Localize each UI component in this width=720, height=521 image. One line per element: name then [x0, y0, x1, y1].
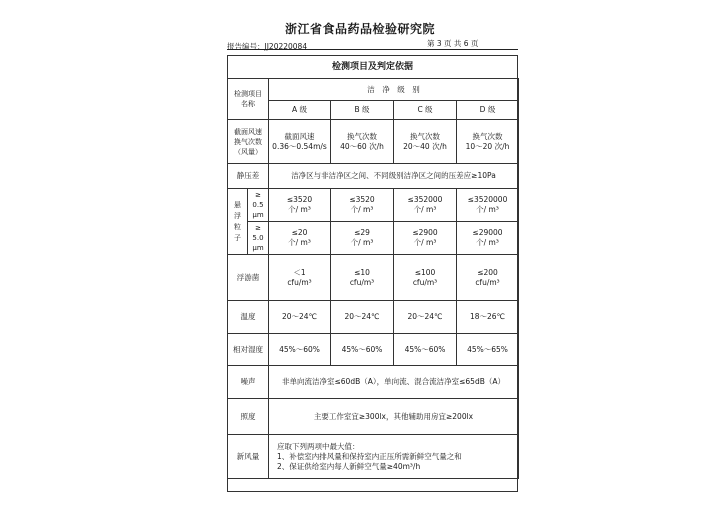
- level-c-header: C 级: [394, 101, 457, 120]
- illumination-label: 照度: [228, 399, 269, 435]
- row-noise: [228, 366, 519, 399]
- level-b-header: B 级: [331, 101, 394, 120]
- level-a-header: A 级: [269, 101, 331, 120]
- particles-05-c: ≤352000 个/ m³: [394, 189, 457, 222]
- particles-group-label: [228, 189, 248, 255]
- row-humidity: [228, 334, 519, 366]
- particles-size-05: ≥ 0.5 μm: [248, 189, 269, 222]
- humidity-label: 相对湿度: [228, 334, 269, 366]
- criteria-table: [227, 78, 519, 479]
- airflow-a: 截面风速 0.36～0.54m/s: [269, 120, 331, 164]
- temperature-c: 20～24℃: [394, 301, 457, 334]
- row-fresh-air: [228, 435, 519, 479]
- airflow-b: 换气次数 40～60 次/h: [331, 120, 394, 164]
- particles-50-c: ≤2900 个/ m³: [394, 222, 457, 255]
- report-number: 报告编号：JJ20220084: [227, 42, 308, 51]
- bacteria-label: 浮游菌: [228, 255, 269, 301]
- particles-size-50: ≥ 5.0 μm: [248, 222, 269, 255]
- humidity-a: 45%～60%: [269, 334, 331, 366]
- particles-05-d: ≤3520000 个/ m³: [457, 189, 519, 222]
- fresh-air-line-1: 1、补偿室内排风量和保持室内正压所需新鲜空气量之和: [277, 451, 462, 461]
- row-illumination: [228, 399, 519, 435]
- bacteria-a: ＜1 cfu/m³: [269, 255, 331, 301]
- noise-label: 噪声: [228, 366, 269, 399]
- particles-50-d: ≤29000 个/ m³: [457, 222, 519, 255]
- particles-05-a: ≤3520 个/ m³: [269, 189, 331, 222]
- bacteria-c: ≤100 cfu/m³: [394, 255, 457, 301]
- row-pressure: [228, 164, 519, 189]
- fresh-air-label: 新风量: [228, 435, 269, 479]
- particles-05-b: ≤3520 个/ m³: [331, 189, 394, 222]
- humidity-b: 45%～60%: [331, 334, 394, 366]
- illumination-value: 主要工作室宜≥300lx，其他辅助用房宜≥200lx: [269, 399, 519, 435]
- temperature-label: 温度: [228, 301, 269, 334]
- level-d-header: D 级: [457, 101, 519, 120]
- pressure-label: 静压差: [228, 164, 269, 189]
- clean-level-header: 洁 净 级 别: [269, 79, 519, 101]
- temperature-a: 20～24℃: [269, 301, 331, 334]
- header-row-clean-level: [228, 79, 519, 101]
- bacteria-b: ≤10 cfu/m³: [331, 255, 394, 301]
- row-airflow: [228, 120, 519, 164]
- page-number: 第 3 页 共 6 页: [427, 39, 479, 48]
- pressure-value: 洁净区与非洁净区之间、不同级别洁净区之间的压差应≥10Pa: [269, 164, 519, 189]
- airflow-d: 换气次数 10～20 次/h: [457, 120, 519, 164]
- temperature-d: 18～26℃: [457, 301, 519, 334]
- airflow-c: 换气次数 20～40 次/h: [394, 120, 457, 164]
- humidity-c: 45%～60%: [394, 334, 457, 366]
- row-particles-50: [228, 222, 519, 255]
- header-row-levels: [228, 101, 519, 120]
- particles-group-text: 悬浮粒子: [234, 200, 241, 242]
- col-header-item-text: 检测项目 名称: [234, 90, 262, 108]
- col-header-item: [228, 79, 269, 120]
- section-title: 检测项目及判定依据: [331, 62, 413, 72]
- fresh-air-line-intro: 应取下列两项中最大值：: [277, 441, 360, 451]
- fresh-air-line-2: 2、保证供给室内每人新鲜空气量≥40m³/h: [277, 461, 421, 471]
- institute-title: 浙江省食品药品检验研究院: [284, 22, 435, 36]
- particles-50-a: ≤20 个/ m³: [269, 222, 331, 255]
- airflow-label: 截面风速 换气次数 （风量）: [228, 120, 269, 164]
- row-particles-05: [228, 189, 519, 222]
- header-rule: [227, 49, 518, 50]
- humidity-d: 45%～65%: [457, 334, 519, 366]
- noise-value: 非单向流洁净室≤60dB（A），单向流、混合流洁净室≤65dB（A）: [269, 366, 519, 399]
- temperature-b: 20～24℃: [331, 301, 394, 334]
- bacteria-d: ≤200 cfu/m³: [457, 255, 519, 301]
- row-temperature: [228, 301, 519, 334]
- particles-50-b: ≤29 个/ m³: [331, 222, 394, 255]
- fresh-air-value: [269, 435, 519, 479]
- row-bacteria: [228, 255, 519, 301]
